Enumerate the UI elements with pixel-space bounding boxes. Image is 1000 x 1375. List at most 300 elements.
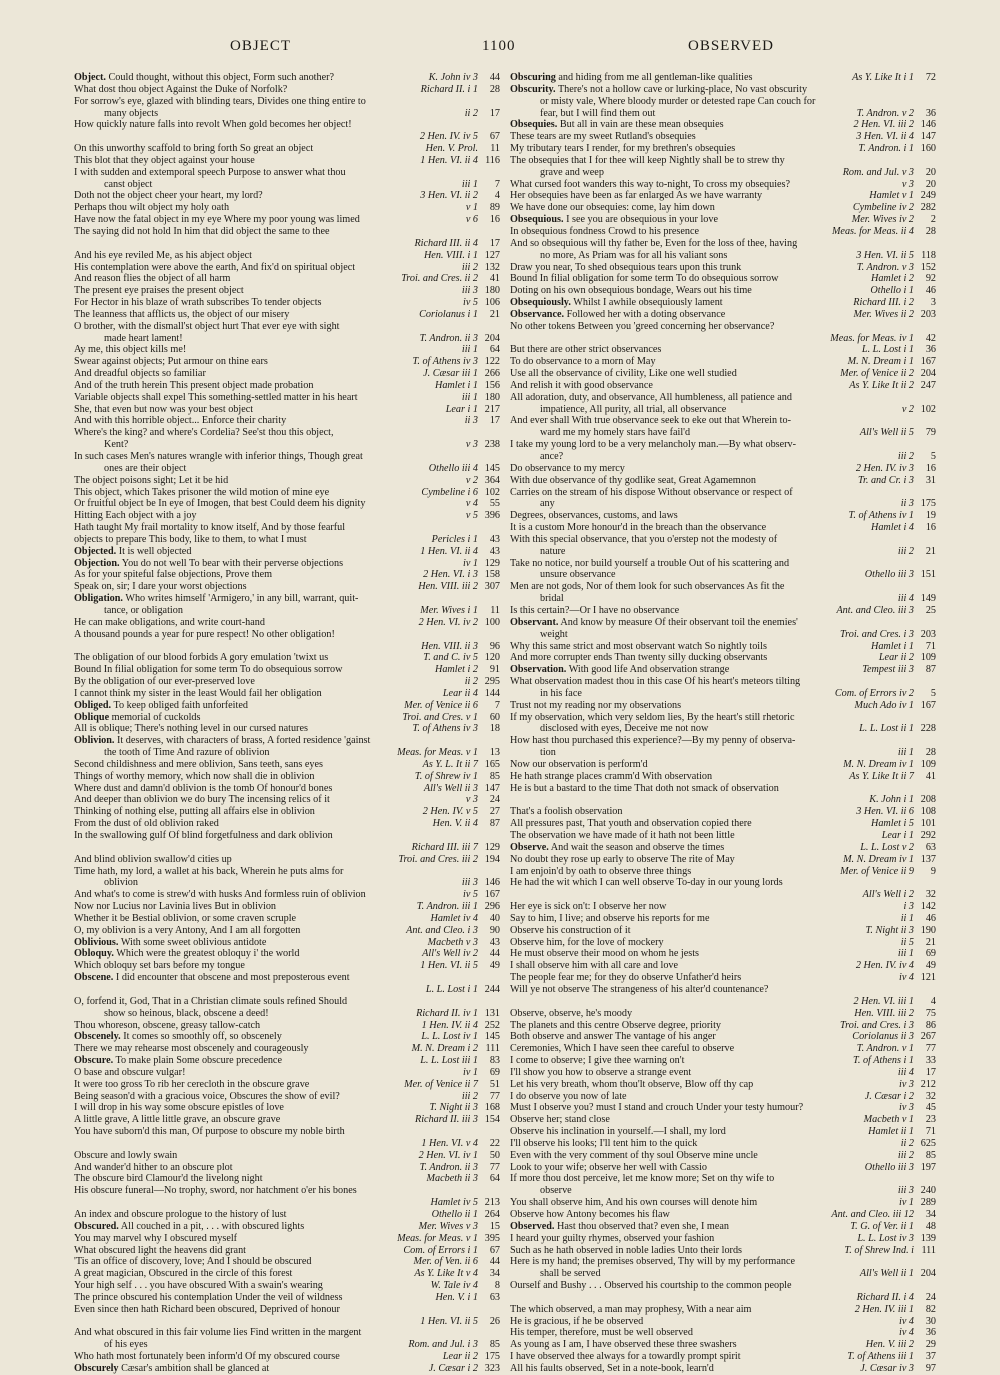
line-number: 212: [920, 1078, 936, 1090]
quotation: Thinking of nothing else, putting all affairs else in oblivion: [74, 806, 315, 818]
quotation: He hath strange places cramm'd With observation: [510, 770, 713, 782]
play-reference: Mer. Wives i 1: [420, 604, 478, 616]
quotation: With this special observance, that you o'erstep not the modesty of: [510, 533, 778, 545]
play-reference: 1 Hen. VI. ii 4: [420, 545, 478, 557]
headword: Obsequies.: [510, 119, 558, 131]
quotation: Do observance to my mercy: [510, 462, 625, 474]
entry-line: [74, 806, 500, 818]
quotation: Now our observation is perform'd: [510, 758, 648, 770]
quotation: That's a foolish observation: [510, 806, 623, 818]
play-reference: iv 5: [463, 889, 478, 901]
entry-line: [74, 273, 500, 285]
entry-line: [74, 1304, 500, 1316]
entry-text: [510, 1304, 847, 1316]
play-reference: Mer. of Venice ii 6: [404, 699, 478, 711]
quotation: Doting on his own obsequious bondage, Wears out his time: [510, 285, 752, 297]
quotation: From the dust of old oblivion raked: [74, 818, 219, 830]
entry-line: [74, 143, 500, 155]
quotation: And blind oblivion swallow'd cities up: [74, 853, 232, 865]
quotation: He is gracious, if he be observed: [510, 1315, 644, 1327]
play-reference: Othello iii 4: [428, 462, 478, 474]
play-reference: iii 1: [897, 747, 914, 759]
quotation: As young as I am, I have observed these three swashers: [510, 1339, 737, 1351]
quotation: Will ye not observe The strangeness of his alter'd countenance?: [510, 983, 769, 995]
entry-text: [74, 581, 410, 593]
play-reference: Coriolanus i 1: [419, 308, 478, 320]
play-reference: v 3: [465, 439, 478, 451]
quotation: He can make obligations, and write court-hand: [74, 616, 265, 628]
quotation: A great magician, Obscured in the circle of this forest: [74, 1268, 293, 1280]
line-number: 7: [494, 699, 500, 711]
line-number: 90: [489, 924, 500, 936]
entry-text: [540, 498, 893, 510]
quotation: Even since then hath Richard been obscured, Deprived of honour: [74, 1303, 340, 1315]
play-reference: Macbeth v 3: [427, 936, 478, 948]
line-number: 175: [920, 498, 936, 510]
play-reference: Troi. and Cres. i 3: [840, 628, 914, 640]
entry-line: [74, 534, 500, 546]
play-reference: Othello iii 3: [864, 1161, 914, 1173]
line-number: 77: [489, 1161, 500, 1173]
quotation: O brother, with the dismall'st object hurt That ever eye with sight: [74, 320, 340, 332]
entry-line: [510, 794, 936, 806]
quotation: His contemplation were above the earth, And fix'd on spiritual object: [74, 261, 356, 273]
quotation: tion: [540, 747, 556, 759]
entry-line: [510, 1185, 936, 1197]
line-number: 29: [925, 1339, 936, 1351]
line-number: 267: [920, 1031, 936, 1043]
quotation: All couched in a pit, . . . with obscured lights: [118, 1220, 305, 1232]
line-number: 213: [484, 1197, 500, 1209]
entry-text: [74, 1031, 413, 1043]
quotation: Speak on, sir; I dare your worst objections: [74, 581, 247, 593]
entry-line: [510, 735, 936, 747]
play-reference: Hen. VIII. iii 2: [854, 1007, 914, 1019]
quotation: And wander'd hither to an obscure plot: [74, 1161, 233, 1173]
play-reference: ii 5: [900, 936, 914, 948]
entry-text: [104, 1339, 400, 1351]
quotation: Thou whoreson, obscene, greasy tallow-catch: [74, 1019, 261, 1031]
play-reference: Rom. and Jul. v 3: [842, 166, 914, 178]
entry-text: [510, 617, 872, 629]
entry-line: [74, 1197, 500, 1209]
quotation: Perhaps thou wilt object my holy oath: [74, 202, 230, 214]
line-number: 69: [489, 1066, 500, 1078]
line-number: 3: [930, 297, 936, 309]
entry-text: [74, 629, 436, 641]
play-reference: ii 3: [464, 415, 478, 427]
entry-text: [74, 498, 458, 510]
entry-line: [74, 392, 500, 404]
entry-line: [74, 344, 500, 356]
entry-text: [510, 1197, 891, 1209]
line-number: 43: [489, 936, 500, 948]
entry-line: [74, 901, 500, 913]
entry-line: [510, 333, 936, 345]
entry-text: [510, 581, 872, 593]
line-number: 217: [484, 403, 500, 415]
play-reference: Ant. and Cleo. iii 3: [836, 604, 914, 616]
quotation: Now nor Lucius nor Lavinia lives But in oblivion: [74, 901, 277, 913]
entry-line: [510, 321, 936, 333]
entry-line: [510, 901, 936, 913]
entry-line: [74, 1055, 500, 1067]
quotation: What obscured light the heavens did grant: [74, 1244, 247, 1256]
play-reference: 2 Hen. IV. iv 3: [855, 462, 914, 474]
line-number: 13: [489, 747, 500, 759]
entry-text: [510, 866, 832, 878]
line-number: 145: [484, 1031, 500, 1043]
entry-line: [510, 1102, 936, 1114]
play-reference: Hen. V. i 1: [435, 1291, 478, 1303]
line-number: 60: [489, 711, 500, 723]
play-reference: 3 Hen. VI. ii 2: [420, 190, 478, 202]
entry-line: [74, 380, 500, 392]
quotation: The obligation of our blood forbids A gory emulation 'twixt us: [74, 652, 329, 664]
entry-text: [540, 629, 832, 641]
entry-text: [104, 179, 454, 191]
entry-text: [510, 712, 872, 724]
quotation: I have observed thee always for a towardly prompt spirit: [510, 1351, 741, 1363]
entry-text: [540, 404, 894, 416]
quotation: unsure observance: [540, 569, 616, 581]
play-reference: Richard III. i 2: [853, 297, 914, 309]
entry-text: [74, 925, 398, 937]
quotation: And of the truth herein This present object made probation: [74, 379, 314, 391]
line-number: 30: [925, 1315, 936, 1327]
quotation: If my observation, which very seldom lies, By the heart's still rhetoric: [510, 711, 795, 723]
line-number: 131: [484, 1007, 500, 1019]
quotation: But there are other strict observances: [510, 344, 662, 356]
quotation: objects to prepare This body, like to them, to what I must: [74, 533, 307, 545]
play-reference: iii 2: [461, 1090, 478, 1102]
quotation: Observe how Antony becomes his flaw: [510, 1209, 670, 1220]
line-number: 247: [920, 379, 936, 391]
right-column: [510, 72, 936, 1375]
entry-line: [510, 996, 936, 1008]
quotation: I am enjoin'd by oath to observe three things: [510, 865, 692, 877]
entry-text: [74, 735, 436, 747]
line-number: 395: [484, 1232, 500, 1244]
line-number: 33: [925, 1055, 936, 1067]
entry-line: [510, 1008, 936, 1020]
quotation: You do not well To bear with their perverse objections: [119, 557, 344, 569]
play-reference: Meas. for Meas. ii 4: [831, 225, 914, 237]
line-number: 364: [484, 474, 500, 486]
quotation: I heard your guilty rhymes, observed your fashion: [510, 1232, 715, 1244]
headword: Object.: [74, 72, 106, 83]
entry-text: [510, 1162, 857, 1174]
line-number: 91: [489, 664, 500, 676]
entry-line: [74, 569, 500, 581]
quotation: O, forfend it, God, That in a Christian climate souls refined Should: [74, 995, 348, 1007]
entry-text: [74, 167, 436, 179]
entry-text: [510, 368, 832, 380]
entry-text: [74, 664, 427, 676]
entry-text: [74, 913, 422, 925]
entry-text: [74, 1067, 455, 1079]
line-number: 21: [925, 545, 936, 557]
line-number: 63: [925, 841, 936, 853]
entry-text: [510, 806, 848, 818]
line-number: 89: [489, 202, 500, 214]
quotation: Use all the observance of civility, Like one well studied: [510, 368, 737, 380]
entry-line: [74, 167, 500, 179]
quotation: Have now the fatal object in my eye Where my poor young was limed: [74, 214, 360, 226]
play-reference: Ant. and Cleo. iii 12: [831, 1209, 914, 1220]
play-reference: Tr. and Cr. i 3: [857, 474, 914, 486]
play-reference: Cymbeline iv 2: [852, 202, 914, 214]
quotation: All adoration, duty, and observance, All humbleness, all patience and: [510, 391, 792, 403]
entry-text: [510, 676, 872, 688]
line-number: 145: [484, 462, 500, 474]
line-number: 109: [920, 652, 936, 664]
entry-text: [540, 688, 827, 700]
quotation: impatience, All purity, all trial, all observance: [540, 403, 727, 415]
quotation: The obsequies that I for thee will keep Nightly shall be to strew thy: [510, 154, 785, 166]
entry-line: [74, 546, 500, 558]
quotation: Followed her with a doting observance: [564, 308, 726, 320]
entry-line: [74, 333, 500, 345]
line-number: 167: [484, 889, 500, 901]
entry-line: [74, 510, 500, 522]
entry-line: [510, 1316, 936, 1328]
entry-line: [510, 593, 936, 605]
entry-line: [74, 226, 500, 238]
play-reference: v 6: [465, 214, 478, 226]
entry-text: [510, 1031, 844, 1043]
play-reference: L. L. Lost iv 1: [421, 1031, 478, 1043]
entry-line: [510, 700, 936, 712]
quotation: Observe her; stand close: [510, 1114, 610, 1126]
entry-text: [74, 1233, 389, 1245]
line-number: 296: [484, 901, 500, 913]
entry-line: [510, 1304, 936, 1316]
play-reference: J. Cæsar iv 3: [860, 1362, 914, 1374]
play-reference: iii 2: [897, 1149, 914, 1161]
headword: Obsequiously.: [510, 297, 571, 309]
quotation: And so obsequious will thy father be, Even for the loss of thee, having: [510, 237, 798, 249]
headword: Objected.: [74, 545, 117, 557]
entry-line: [74, 735, 500, 747]
entry-line: [510, 108, 936, 120]
play-reference: M. N. Dream iv 1: [843, 853, 914, 865]
play-reference: Hen. VIII. ii 3: [421, 640, 478, 652]
entry-text: [510, 901, 896, 913]
quotation: And know by measure Of their observant toil the enemies': [558, 616, 798, 628]
entry-line: [510, 1173, 936, 1185]
entry-text: [74, 937, 420, 949]
quotation: Whether it be Bestial oblivion, or some craven scruple: [74, 912, 297, 924]
line-number: 102: [484, 486, 500, 498]
play-reference: Richard II. iv 1: [416, 1007, 478, 1019]
quotation: I'll observe his looks; I'll tent him to the quick: [510, 1137, 698, 1149]
entry-text: [74, 368, 415, 380]
play-reference: 2 Hen. VI. iv 1: [418, 1149, 478, 1161]
quotation: Ceremonies, Which I have seen thee careful to observe: [510, 1043, 735, 1055]
line-number: 266: [484, 368, 500, 380]
entry-text: [510, 1114, 856, 1126]
entry-line: [74, 155, 500, 167]
play-reference: T. of Athens iii 1: [847, 1351, 914, 1363]
entry-text: [510, 309, 845, 321]
entry-text: [74, 866, 436, 878]
line-number: 9: [930, 865, 936, 877]
line-number: 27: [489, 806, 500, 818]
play-reference: v 2: [901, 403, 914, 415]
quotation: Being season'd with a gracious voice, Obscures the show of evil?: [74, 1090, 340, 1102]
line-number: 109: [920, 758, 936, 770]
play-reference: T. of Athens iv 3: [412, 356, 478, 368]
play-reference: v 2: [465, 474, 478, 486]
entry-line: [510, 1079, 936, 1091]
entry-text: [540, 546, 890, 558]
entry-line: [74, 1008, 500, 1020]
line-number: 40: [489, 912, 500, 924]
quotation: An index and obscure prologue to the history of lust: [74, 1209, 287, 1220]
entry-text: [74, 1221, 411, 1233]
line-number: 625: [920, 1137, 936, 1149]
entry-text: [510, 380, 841, 392]
entry-text: [104, 439, 458, 451]
play-reference: Lear ii 2: [878, 652, 914, 664]
entry-line: [510, 214, 936, 226]
entry-line: [74, 475, 500, 487]
quotation: Even with the very comment of thy soul Observe mine uncle: [510, 1149, 758, 1161]
line-number: 32: [925, 1090, 936, 1102]
entry-line: [74, 558, 500, 570]
line-number: 85: [925, 1149, 936, 1161]
quotation: All pressures past, That youth and observation copied there: [510, 818, 752, 830]
entry-text: [74, 1268, 406, 1280]
play-reference: T. Andron. v 3: [856, 261, 914, 273]
line-number: 36: [925, 1327, 936, 1339]
line-number: 151: [920, 569, 936, 581]
entry-line: [510, 1114, 936, 1126]
play-reference: Meas. for Meas. v 1: [397, 747, 478, 759]
play-reference: All's Well ii 3: [423, 782, 478, 794]
entry-line: [510, 498, 936, 510]
play-reference: 1 Hen. VI. ii 5: [420, 960, 478, 972]
entry-line: [510, 285, 936, 297]
quotation: And what's to come is strew'd with husks And formless ruin of oblivion: [74, 889, 366, 901]
line-number: 24: [925, 1291, 936, 1303]
quotation: Observe his construction of it: [510, 924, 631, 936]
line-number: 19: [925, 510, 936, 522]
entry-text: [510, 664, 854, 676]
play-reference: iii 4: [897, 1066, 914, 1078]
line-number: 79: [925, 427, 936, 439]
quotation: nature: [540, 545, 566, 557]
quotation: I take my young lord to be a very melancholy man.—By what observ-: [510, 439, 797, 451]
line-number: 92: [925, 273, 936, 285]
entry-line: [510, 1055, 936, 1067]
line-number: 87: [489, 818, 500, 830]
line-number: 175: [484, 1351, 500, 1363]
entry-text: [74, 1102, 421, 1114]
entry-text: [510, 72, 844, 84]
quotation: His obscure funeral—No trophy, sword, nor hatchment o'er his bones: [74, 1185, 357, 1197]
entry-line: [74, 1268, 500, 1280]
entry-text: [74, 96, 436, 108]
play-reference: iv 1: [899, 1197, 914, 1209]
play-reference: Much Ado iv 1: [854, 699, 914, 711]
quotation: It deserves, with characters of brass, A forted residence 'gainst: [114, 735, 371, 747]
entry-line: [74, 179, 500, 191]
entry-line: [510, 226, 936, 238]
line-number: 289: [920, 1197, 936, 1209]
entry-text: [74, 818, 425, 830]
entry-text: [74, 84, 413, 96]
quotation: or misty vale, Where bloody murder or detested rape Can couch for: [540, 95, 816, 107]
entry-text: [74, 794, 458, 806]
line-number: 44: [489, 948, 500, 960]
entry-text: [74, 155, 412, 167]
play-reference: 2 Hen. IV. v 5: [422, 806, 478, 818]
entry-text: [104, 108, 457, 120]
play-reference: 3 Hen. VI. ii 6: [856, 806, 914, 818]
play-reference: 3 Hen. VI. ii 4: [856, 131, 914, 143]
play-reference: iv 1: [463, 557, 478, 569]
entry-line: [74, 285, 500, 297]
entry-text: [510, 1327, 891, 1339]
quotation: Or fruitful object be In eye of Imogen, that best Could deem his dignity: [74, 498, 366, 510]
entry-line: [74, 1221, 500, 1233]
line-number: 142: [920, 901, 936, 913]
header-left-word: OBJECT: [230, 38, 292, 54]
quotation: No doubt they rose up early to observe The rite of May: [510, 853, 735, 865]
play-reference: Rom. and Jul. i 3: [408, 1339, 478, 1351]
entry-line: [510, 688, 936, 700]
play-reference: iii 1: [897, 948, 914, 960]
entry-text: [74, 226, 436, 238]
play-reference: Lear i 1: [445, 403, 478, 415]
play-reference: Cymbeline i 6: [421, 486, 478, 498]
entry-line: [510, 629, 936, 641]
quotation: of his eyes: [104, 1339, 148, 1351]
entry-line: [74, 1067, 500, 1079]
entry-line: [74, 794, 500, 806]
entry-line: [74, 1126, 500, 1138]
entry-text: [74, 1043, 404, 1055]
entry-line: [74, 877, 500, 889]
entry-line: [510, 463, 936, 475]
play-reference: iv 1: [463, 1066, 478, 1078]
play-reference: iv 4: [899, 1315, 914, 1327]
entry-line: [74, 641, 500, 653]
quotation: I with sudden and extemporal speech Purpose to answer what thou: [74, 166, 346, 178]
play-reference: 2 Hen. IV. iv 4: [855, 960, 914, 972]
play-reference: M. N. Dream i 2: [411, 1043, 478, 1055]
entry-line: [74, 1185, 500, 1197]
entry-line: [74, 368, 500, 380]
quotation: There we may rehearse most obscenely and courageously: [74, 1043, 309, 1055]
line-number: 43: [489, 545, 500, 557]
quotation: The which observed, a man may prophesy, With a near aim: [510, 1303, 752, 1315]
entry-text: [510, 262, 849, 274]
quotation: Bound In filial obligation for some term To do obsequious sorrow: [510, 273, 779, 285]
quotation: Your high self . . . you have obscured With a swain's wearing: [74, 1280, 323, 1292]
entry-text: [510, 1055, 845, 1067]
line-number: 120: [484, 652, 500, 664]
entry-text: [74, 723, 404, 735]
line-number: 156: [484, 379, 500, 391]
entry-line: [74, 1316, 500, 1328]
quotation: Observe his inclination in yourself.—I shall, my lord: [510, 1126, 726, 1138]
quotation: And wait the season and observe the times: [548, 841, 725, 853]
play-reference: iii 2: [897, 545, 914, 557]
entry-text: [74, 1351, 435, 1363]
